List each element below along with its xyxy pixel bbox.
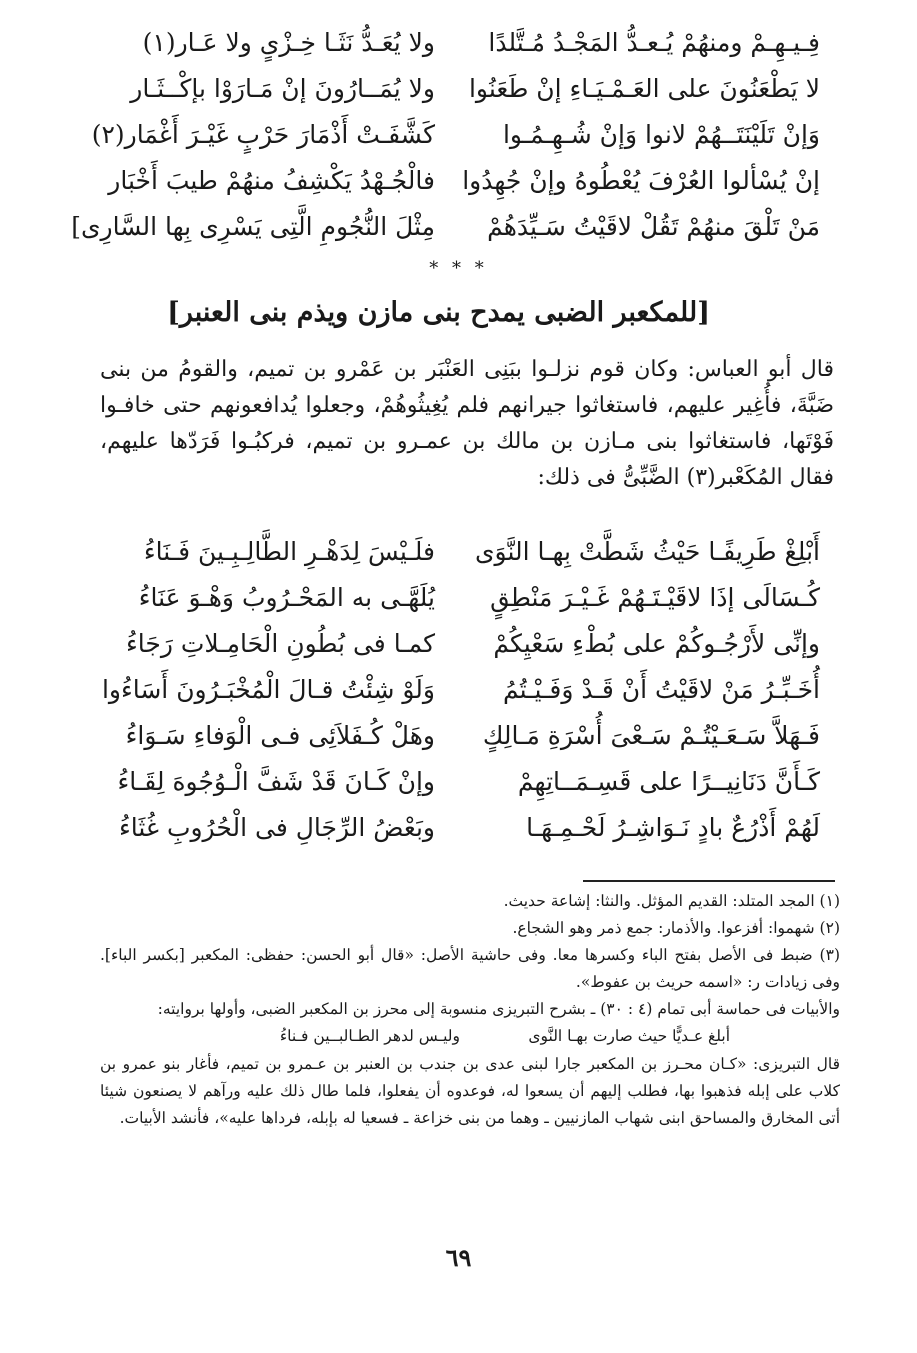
footnote-1: (١) المجد المتلد: القديم المؤثل. والنثا: إشاعة حديث. bbox=[503, 892, 840, 910]
verse-first-hemistich: فَـهَلاَّ سَـعَـيْتُـمْ سَـعْىَ أُسْرَةِ مَـالِكٍ bbox=[482, 721, 820, 750]
verse-second-hemistich: يُلَهَّـى به المَحْـرُوبُ وَهْـوَ عَنَاءُ bbox=[138, 583, 435, 612]
verse-second-hemistich: ولا يُمَــارُونَ إنْ مَـارَوْا بإكْــثَـار bbox=[130, 74, 435, 103]
poem-bottom bbox=[100, 529, 820, 851]
page-number: ٦٩ bbox=[445, 1243, 472, 1272]
verse-second-hemistich: فالْجُـهْدُ يَكْشِفُ منهُمْ طيبَ أَخْبَار bbox=[108, 166, 435, 195]
footnote-verse-first-hemistich: أبلغ عـديًّا حيث صارت بهـا النَّوى bbox=[528, 1027, 730, 1045]
verse-line bbox=[100, 713, 820, 759]
verse-line bbox=[100, 529, 820, 575]
verse-first-hemistich: لَهُمْ أَذْرُعٌ بادٍ نَـوَاشِـرُ لَحْـمِـهَـا bbox=[526, 813, 820, 842]
footnote-3-source: والأبيات فى حماسة أبى تمام (٤ : ٣٠) ـ بشرح التبريزى منسوبة إلى محرز بن المكعبر الضبى، وأولها بروايته: bbox=[157, 1000, 840, 1018]
verse-line bbox=[100, 621, 820, 667]
verse-second-hemistich: وإنْ كَـانَ قَدْ شَفَّ الْـوُجُوهَ لِقَـاءُ bbox=[117, 767, 435, 796]
verse-first-hemistich: وَإنْ تَلَيْنَتَــهُمْ لانوا وَإنْ شُـهِـمُـوا bbox=[502, 120, 820, 149]
verse-line bbox=[100, 158, 820, 204]
verse-first-hemistich: مَنْ تَلْقَ منهُمْ تَقُلْ لاقَيْتُ سَـيِّدَهُمْ bbox=[487, 212, 820, 241]
footnote-3: (٣) ضبط فى الأصل بفتح الباء وكسرها معا. وفى حاشية الأصل: «قال أبو الحسن: حفظى: المكعبر [بكسر الباء]. وفى زيادات ر: «اسمه حريث بن عفوط». bbox=[100, 946, 840, 991]
verse-first-hemistich: أُخَـبِّـرُ مَنْ لاقَيْتُ أَنْ قَـدْ وَفَـيْـتُمُ bbox=[503, 675, 820, 704]
verse-line bbox=[100, 667, 820, 713]
footnote-divider bbox=[583, 880, 835, 882]
verse-second-hemistich: ولا يُعَـدُّ نَثَـا خِـزْىٍ ولا عَـار(١) bbox=[142, 28, 435, 57]
verse-line bbox=[91, 112, 820, 158]
verse-first-hemistich: إنْ يُسْألوا العُرْفَ يُعْطُوهُ وإنْ جُهِدُوا bbox=[462, 166, 820, 195]
poem-top bbox=[71, 20, 820, 250]
verse-second-hemistich: وبَعْضُ الرِّجَالِ فى الْحُرُوبِ غُثَاءُ bbox=[119, 813, 435, 842]
verse-line bbox=[100, 66, 820, 112]
verse-first-hemistich: كَـأَنَّ دَنَانِيــرًا على قَسِـمَــاتِهِمْ bbox=[517, 767, 820, 796]
verse-second-hemistich: وَلَوْ شِئْتُ قـالَ الْمُخْبَـرُونَ أَسَاءُوا bbox=[101, 675, 435, 704]
verse-line bbox=[71, 204, 820, 250]
verse-first-hemistich: لا يَطْعَنُونَ على العَـمْـيَـاءِ إنْ طَعَنُوا bbox=[468, 74, 820, 103]
verse-first-hemistich: وإنِّى لأَرْجُـوكُمْ على بُطْءِ سَعْيِكُمْ bbox=[493, 629, 820, 658]
footnote-verse-second-hemistich: وليـس لدهر الطـالبــين فـناءُ bbox=[279, 1027, 460, 1045]
prose-paragraph: قال أبو العباس: وكان قوم نزلـوا ببَنِى العَنْبَر بن عَمْرو بن تميم، والقومُ من بنى ضَبَّةَ، فأُغِير عليهم، فاستغاثوا جيرانهم فلم يُغِيثُوهُمْ، وجعلوا يُدافعونهم حتى خافـوا فَوْتَها، فاستغاثوا بنى مـازن بن مالك بن عمـرو بن تميم، فركبُـوا فَرَدّها عليهم، فقال المُكَعْبر(٣) الضَّبِّىُّ فى ذلك: bbox=[100, 357, 834, 490]
footnotes bbox=[100, 888, 840, 1132]
verse-second-hemistich: وهَلْ كُـفَلاَئِى فـى الْوَفاءِ سَـوَاءُ bbox=[125, 721, 435, 750]
verse-first-hemistich: فِـيـهِـمْ ومنهُمْ يُـعـدُّ المَجْـدُ مُـتَّلدًا bbox=[488, 28, 820, 57]
section-separator: * * * bbox=[429, 258, 488, 279]
verse-second-hemistich: كَشَّفَـتْ أَذْمَارَ حَرْبٍ غَيْـرَ أَغْمَار(٢) bbox=[91, 120, 435, 149]
verse-second-hemistich: فلَـيْسَ لِدَهْـرِ الطَّالِـبِـينَ فَـنَاءُ bbox=[143, 537, 435, 566]
footnote-3-quote: قال التبريزى: «كـان محـرز بن المكعبر جارا لبنى عدى بن جندب بن العنبر بن عـمرو بن تميم، فأغار بنو عمرو بن كلاب على إبله فذهبوا بها، فطلب إليهم أن يسعوا له، فوعدوه أن يفعلوا، فلما طال ذلك عليه ورآهم لا يصنعون شيئا أتى المخارق والمساحق ابنى شهاب المازنيين ـ وهما من بنى خزاعة ـ فسعيا له بإبله، فرداها عليه»، فأنشد الأبيات. bbox=[100, 1055, 840, 1127]
verse-line bbox=[100, 575, 820, 621]
verse-first-hemistich: أَبْلِغْ طَرِيفًـا حَيْثُ شَطَّتْ بِهـا النَّوَى bbox=[474, 537, 820, 566]
verse-second-hemistich: مِثْلَ النُّجُومِ الَّتِى يَسْرِى بِها السَّارِى] bbox=[71, 212, 435, 241]
footnote-2: (٢) شهموا: أفزعوا. والأذمار: جمع ذمر وهو الشجاع. bbox=[512, 919, 840, 937]
section-heading: [للمكعبر الضبى يمدح بنى مازن ويذم بنى العنبر] bbox=[167, 297, 710, 328]
footnote-verse bbox=[100, 1023, 840, 1051]
verse-second-hemistich: كمـا فى بُطُونِ الْحَامِـلاتِ رَجَاءُ bbox=[126, 629, 435, 658]
verse-line bbox=[100, 805, 820, 851]
verse-line bbox=[100, 759, 820, 805]
verse-first-hemistich: كُـسَالَى إذَا لاقَيْـتَـهُمْ غَـيْـرَ مَنْطِقٍ bbox=[490, 583, 820, 612]
verse-line bbox=[100, 20, 820, 66]
